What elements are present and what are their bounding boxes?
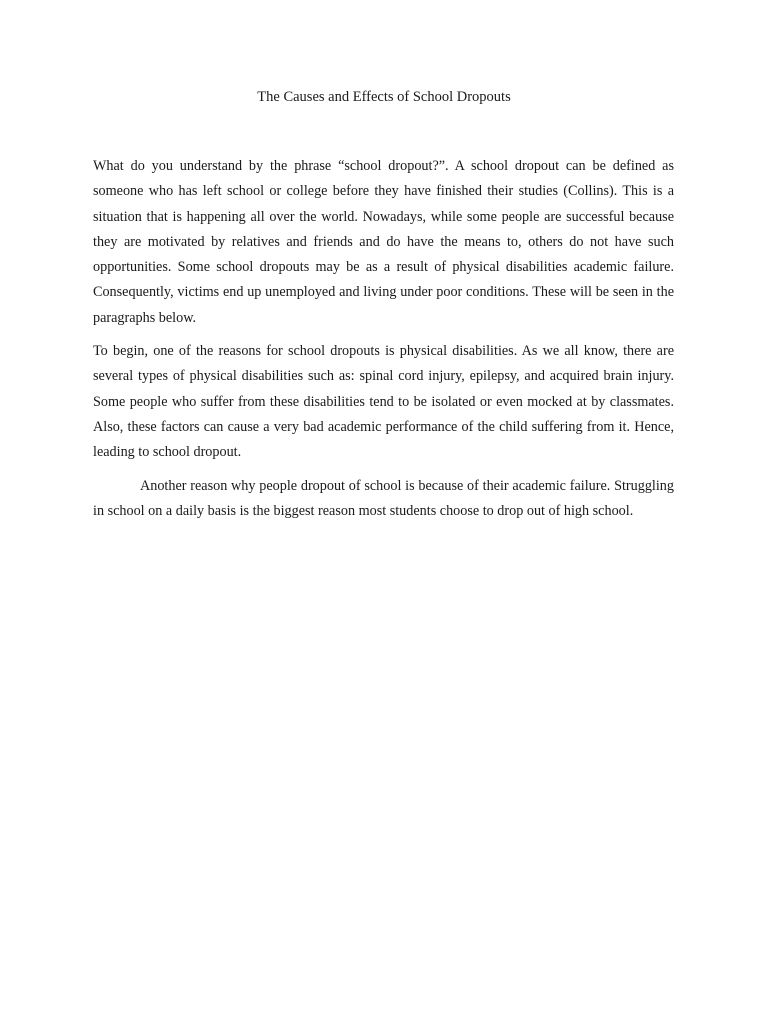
- paragraph-academic-failure: Another reason why people dropout of school is because of their academic failure. Struggling in school on a daily basis is the biggest reason most students choose to drop out of high school.: [93, 477, 674, 519]
- document-title: The Causes and Effects of School Dropouts: [257, 89, 511, 105]
- paragraph-physical-disabilities: To begin, one of the reasons for school dropouts is physical disabilities. As we all know, there are several types of physical disabilities such as: spinal cord injury, epilepsy, and acquired brain injury. Some people who suffer from these disabilities tend to be isolated or even mocked at by classmates. Also, these factors can cause a very bad academic performance of the child suffering from it. Hence, leading to school dropout.: [93, 343, 674, 461]
- document-body: [93, 154, 674, 532]
- paragraph-introduction: What do you understand by the phrase “school dropout?”. A school dropout can be defined as someone who has left school or college before they have finished their studies (Collins). This is a situation that is happening all over the world. Nowadays, while some people are successful because they are motivated by relatives and friends and do have the means to, others do not have such opportunities. Some school dropouts may be as a result of physical disabilities academic failure. Consequently, victims end up unemployed and living under poor conditions. These will be seen in the paragraphs below.: [93, 158, 674, 326]
